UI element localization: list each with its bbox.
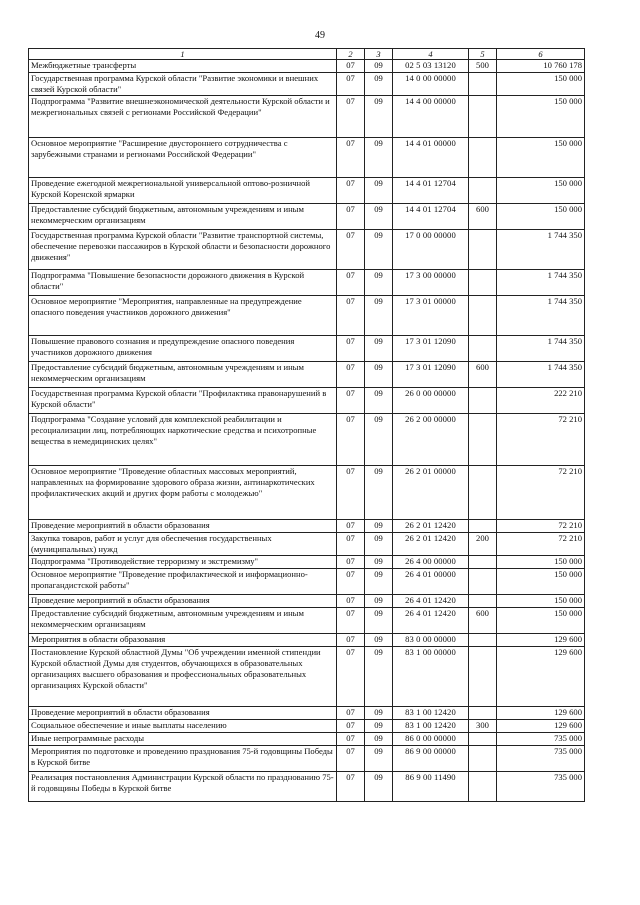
row-section-cell: 07 <box>337 569 365 595</box>
row-name-cell: Основное мероприятие "Проведение областных массовых мероприятий, направленных на формирование здорового образа жизни, антинаркотических профилактических акций и других форм работы с молодежью" <box>29 466 337 520</box>
row-target-article-cell: 26 0 00 00000 <box>393 388 469 414</box>
table-row <box>29 204 585 230</box>
row-name-cell: Государственная программа Курской области "Профилактика правонарушений в Курской области" <box>29 388 337 414</box>
row-expense-type-cell <box>469 595 497 608</box>
row-section-cell: 07 <box>337 634 365 647</box>
row-section-cell: 07 <box>337 73 365 96</box>
table-row <box>29 138 585 178</box>
row-amount-cell: 150 000 <box>497 204 585 230</box>
row-expense-type-cell <box>469 746 497 772</box>
row-section-cell: 07 <box>337 556 365 569</box>
row-expense-type-cell <box>469 466 497 520</box>
row-name-cell: Основное мероприятие "Мероприятия, направленные на предупреждение опасного поведения участников дорожного движения" <box>29 296 337 336</box>
table-row <box>29 647 585 707</box>
row-section-cell: 07 <box>337 336 365 362</box>
row-name-cell: Подпрограмма "Противодействие терроризму и экстремизму" <box>29 556 337 569</box>
row-subsection-cell: 09 <box>365 707 393 720</box>
row-subsection-cell: 09 <box>365 595 393 608</box>
row-target-article-cell: 17 3 01 00000 <box>393 296 469 336</box>
row-amount-cell: 72 210 <box>497 533 585 556</box>
row-subsection-cell: 09 <box>365 336 393 362</box>
row-target-article-cell: 17 3 00 00000 <box>393 270 469 296</box>
row-target-article-cell: 14 4 01 12704 <box>393 204 469 230</box>
row-subsection-cell: 09 <box>365 647 393 707</box>
row-amount-cell: 72 210 <box>497 520 585 533</box>
row-expense-type-cell <box>469 138 497 178</box>
row-name-cell: Основное мероприятие "Расширение двустороннего сотрудничества с зарубежными странами и регионами Российской Федерации" <box>29 138 337 178</box>
row-name-cell: Проведение мероприятий в области образования <box>29 520 337 533</box>
row-subsection-cell: 09 <box>365 533 393 556</box>
row-amount-cell: 1 744 350 <box>497 362 585 388</box>
row-expense-type-cell: 600 <box>469 608 497 634</box>
row-target-article-cell: 26 2 01 00000 <box>393 466 469 520</box>
row-target-article-cell: 83 1 00 00000 <box>393 647 469 707</box>
budget-table <box>28 48 585 802</box>
header-cell-subsection: 3 <box>365 49 393 60</box>
row-name-cell: Подпрограмма "Развитие внешнеэкономической деятельности Курской области и межрегиональных связей с регионами Российской Федерации" <box>29 96 337 138</box>
table-row <box>29 707 585 720</box>
row-name-cell: Государственная программа Курской области "Развитие экономики и внешних связей Курской области" <box>29 73 337 96</box>
row-name-cell: Предоставление субсидий бюджетным, автономным учреждениям и иным некоммерческим организациям <box>29 204 337 230</box>
row-section-cell: 07 <box>337 647 365 707</box>
row-section-cell: 07 <box>337 362 365 388</box>
row-amount-cell: 129 600 <box>497 647 585 707</box>
table-row <box>29 720 585 733</box>
row-amount-cell: 150 000 <box>497 96 585 138</box>
row-section-cell: 07 <box>337 520 365 533</box>
row-section-cell: 07 <box>337 296 365 336</box>
table-row <box>29 96 585 138</box>
row-target-article-cell: 14 4 01 12704 <box>393 178 469 204</box>
row-target-article-cell: 83 0 00 00000 <box>393 634 469 647</box>
row-section-cell: 07 <box>337 414 365 466</box>
row-subsection-cell: 09 <box>365 772 393 802</box>
row-section-cell: 07 <box>337 733 365 746</box>
row-section-cell: 07 <box>337 230 365 270</box>
row-amount-cell: 150 000 <box>497 556 585 569</box>
row-section-cell: 07 <box>337 608 365 634</box>
row-subsection-cell: 09 <box>365 60 393 73</box>
row-expense-type-cell: 600 <box>469 204 497 230</box>
table-row <box>29 178 585 204</box>
row-subsection-cell: 09 <box>365 608 393 634</box>
row-amount-cell: 150 000 <box>497 178 585 204</box>
row-section-cell: 07 <box>337 60 365 73</box>
row-section-cell: 07 <box>337 270 365 296</box>
row-expense-type-cell <box>469 733 497 746</box>
row-target-article-cell: 26 4 01 12420 <box>393 608 469 634</box>
row-target-article-cell: 17 0 00 00000 <box>393 230 469 270</box>
row-target-article-cell: 17 3 01 12090 <box>393 362 469 388</box>
table-row <box>29 733 585 746</box>
row-subsection-cell: 09 <box>365 362 393 388</box>
row-expense-type-cell: 200 <box>469 533 497 556</box>
row-section-cell: 07 <box>337 707 365 720</box>
row-name-cell: Повышение правового сознания и предупреждение опасного поведения участников дорожного движения <box>29 336 337 362</box>
row-section-cell: 07 <box>337 178 365 204</box>
row-expense-type-cell <box>469 707 497 720</box>
row-subsection-cell: 09 <box>365 414 393 466</box>
row-subsection-cell: 09 <box>365 204 393 230</box>
row-section-cell: 07 <box>337 138 365 178</box>
table-row <box>29 608 585 634</box>
row-expense-type-cell <box>469 296 497 336</box>
row-target-article-cell: 14 4 01 00000 <box>393 138 469 178</box>
row-subsection-cell: 09 <box>365 733 393 746</box>
row-expense-type-cell: 500 <box>469 60 497 73</box>
row-target-article-cell: 26 4 01 00000 <box>393 569 469 595</box>
table-row <box>29 230 585 270</box>
header-cell-name: 1 <box>29 49 337 60</box>
row-subsection-cell: 09 <box>365 96 393 138</box>
row-target-article-cell: 26 4 00 00000 <box>393 556 469 569</box>
table-row <box>29 336 585 362</box>
table-row <box>29 466 585 520</box>
table-row <box>29 569 585 595</box>
row-amount-cell: 1 744 350 <box>497 296 585 336</box>
row-subsection-cell: 09 <box>365 270 393 296</box>
row-section-cell: 07 <box>337 772 365 802</box>
row-target-article-cell: 86 9 00 11490 <box>393 772 469 802</box>
row-amount-cell: 129 600 <box>497 720 585 733</box>
row-expense-type-cell <box>469 520 497 533</box>
row-amount-cell: 72 210 <box>497 466 585 520</box>
page-number: 49 <box>315 30 325 41</box>
row-subsection-cell: 09 <box>365 296 393 336</box>
row-amount-cell: 129 600 <box>497 707 585 720</box>
row-target-article-cell: 26 2 00 00000 <box>393 414 469 466</box>
row-name-cell: Проведение мероприятий в области образования <box>29 595 337 608</box>
row-target-article-cell: 14 0 00 00000 <box>393 73 469 96</box>
row-amount-cell: 1 744 350 <box>497 336 585 362</box>
table-header-row <box>29 49 585 60</box>
row-target-article-cell: 17 3 01 12090 <box>393 336 469 362</box>
row-target-article-cell: 86 0 00 00000 <box>393 733 469 746</box>
row-amount-cell: 150 000 <box>497 73 585 96</box>
table-row <box>29 296 585 336</box>
row-amount-cell: 150 000 <box>497 595 585 608</box>
row-target-article-cell: 26 2 01 12420 <box>393 520 469 533</box>
row-subsection-cell: 09 <box>365 388 393 414</box>
table-row <box>29 270 585 296</box>
row-amount-cell: 1 744 350 <box>497 270 585 296</box>
header-cell-amount: 6 <box>497 49 585 60</box>
row-amount-cell: 150 000 <box>497 608 585 634</box>
table-row <box>29 520 585 533</box>
row-subsection-cell: 09 <box>365 466 393 520</box>
row-name-cell: Подпрограмма "Повышение безопасности дорожного движения в Курской области" <box>29 270 337 296</box>
row-name-cell: Иные непрограммные расходы <box>29 733 337 746</box>
row-subsection-cell: 09 <box>365 720 393 733</box>
row-name-cell: Мероприятия в области образования <box>29 634 337 647</box>
row-subsection-cell: 09 <box>365 556 393 569</box>
row-target-article-cell: 83 1 00 12420 <box>393 720 469 733</box>
row-subsection-cell: 09 <box>365 520 393 533</box>
row-expense-type-cell <box>469 388 497 414</box>
row-name-cell: Мероприятия по подготовке и проведению празднования 75-й годовщины Победы в Курской битве <box>29 746 337 772</box>
header-cell-section: 2 <box>337 49 365 60</box>
row-target-article-cell: 26 2 01 12420 <box>393 533 469 556</box>
header-cell-target-article: 4 <box>393 49 469 60</box>
row-subsection-cell: 09 <box>365 230 393 270</box>
row-expense-type-cell <box>469 178 497 204</box>
row-amount-cell: 735 000 <box>497 733 585 746</box>
row-name-cell: Межбюджетные трансферты <box>29 60 337 73</box>
table-row <box>29 556 585 569</box>
table-row <box>29 533 585 556</box>
row-amount-cell: 735 000 <box>497 772 585 802</box>
table-row <box>29 772 585 802</box>
row-section-cell: 07 <box>337 204 365 230</box>
row-name-cell: Предоставление субсидий бюджетным, автономным учреждениям и иным некоммерческим организациям <box>29 362 337 388</box>
row-subsection-cell: 09 <box>365 178 393 204</box>
row-subsection-cell: 09 <box>365 746 393 772</box>
row-section-cell: 07 <box>337 533 365 556</box>
table-row <box>29 746 585 772</box>
row-name-cell: Постановление Курской областной Думы "Об учреждении именной стипендии Курской областной Думы для студентов, обучающихся в образовательных организациях высшего образования и профессиональных образовательных организациях Курской области" <box>29 647 337 707</box>
row-expense-type-cell: 300 <box>469 720 497 733</box>
row-expense-type-cell <box>469 634 497 647</box>
row-subsection-cell: 09 <box>365 138 393 178</box>
row-section-cell: 07 <box>337 388 365 414</box>
row-name-cell: Предоставление субсидий бюджетным, автономным учреждениям и иным некоммерческим организациям <box>29 608 337 634</box>
row-name-cell: Проведение мероприятий в области образования <box>29 707 337 720</box>
row-subsection-cell: 09 <box>365 634 393 647</box>
row-name-cell: Государственная программа Курской области "Развитие транспортной системы, обеспечение перевозки пассажиров в Курской области и безопасности дорожного движения" <box>29 230 337 270</box>
row-name-cell: Проведение ежегодной межрегиональной универсальной оптово-розничной Курской Коренской ярмарки <box>29 178 337 204</box>
row-amount-cell: 150 000 <box>497 569 585 595</box>
table-row <box>29 414 585 466</box>
row-name-cell: Социальное обеспечение и иные выплаты населению <box>29 720 337 733</box>
row-amount-cell: 1 744 350 <box>497 230 585 270</box>
row-expense-type-cell <box>469 647 497 707</box>
row-section-cell: 07 <box>337 746 365 772</box>
row-expense-type-cell <box>469 230 497 270</box>
row-expense-type-cell <box>469 336 497 362</box>
table-row <box>29 362 585 388</box>
row-section-cell: 07 <box>337 466 365 520</box>
row-subsection-cell: 09 <box>365 73 393 96</box>
table-row <box>29 595 585 608</box>
row-target-article-cell: 83 1 00 12420 <box>393 707 469 720</box>
row-expense-type-cell <box>469 772 497 802</box>
row-section-cell: 07 <box>337 720 365 733</box>
row-section-cell: 07 <box>337 96 365 138</box>
row-target-article-cell: 02 5 03 13120 <box>393 60 469 73</box>
row-expense-type-cell <box>469 73 497 96</box>
table-row <box>29 73 585 96</box>
row-target-article-cell: 26 4 01 12420 <box>393 595 469 608</box>
table-row <box>29 634 585 647</box>
row-expense-type-cell <box>469 96 497 138</box>
table-row <box>29 388 585 414</box>
row-section-cell: 07 <box>337 595 365 608</box>
row-expense-type-cell <box>469 569 497 595</box>
row-amount-cell: 72 210 <box>497 414 585 466</box>
row-amount-cell: 129 600 <box>497 634 585 647</box>
row-expense-type-cell <box>469 270 497 296</box>
row-amount-cell: 222 210 <box>497 388 585 414</box>
row-amount-cell: 10 760 178 <box>497 60 585 73</box>
row-name-cell: Основное мероприятие "Проведение профилактической и информационно-пропагандистской работы" <box>29 569 337 595</box>
row-expense-type-cell: 600 <box>469 362 497 388</box>
row-target-article-cell: 86 9 00 00000 <box>393 746 469 772</box>
row-subsection-cell: 09 <box>365 569 393 595</box>
row-amount-cell: 150 000 <box>497 138 585 178</box>
row-amount-cell: 735 000 <box>497 746 585 772</box>
row-name-cell: Закупка товаров, работ и услуг для обеспечения государственных (муниципальных) нужд <box>29 533 337 556</box>
row-target-article-cell: 14 4 00 00000 <box>393 96 469 138</box>
header-cell-expense-type: 5 <box>469 49 497 60</box>
row-expense-type-cell <box>469 556 497 569</box>
row-name-cell: Реализация постановления Администрации Курской области по празднованию 75-й годовщины Победы в Курской битве <box>29 772 337 802</box>
row-expense-type-cell <box>469 414 497 466</box>
table-row <box>29 60 585 73</box>
row-name-cell: Подпрограмма "Создание условий для комплексной реабилитации и ресоциализации лиц, потребляющих наркотические средства и психотропные вещества в немедицинских целях" <box>29 414 337 466</box>
